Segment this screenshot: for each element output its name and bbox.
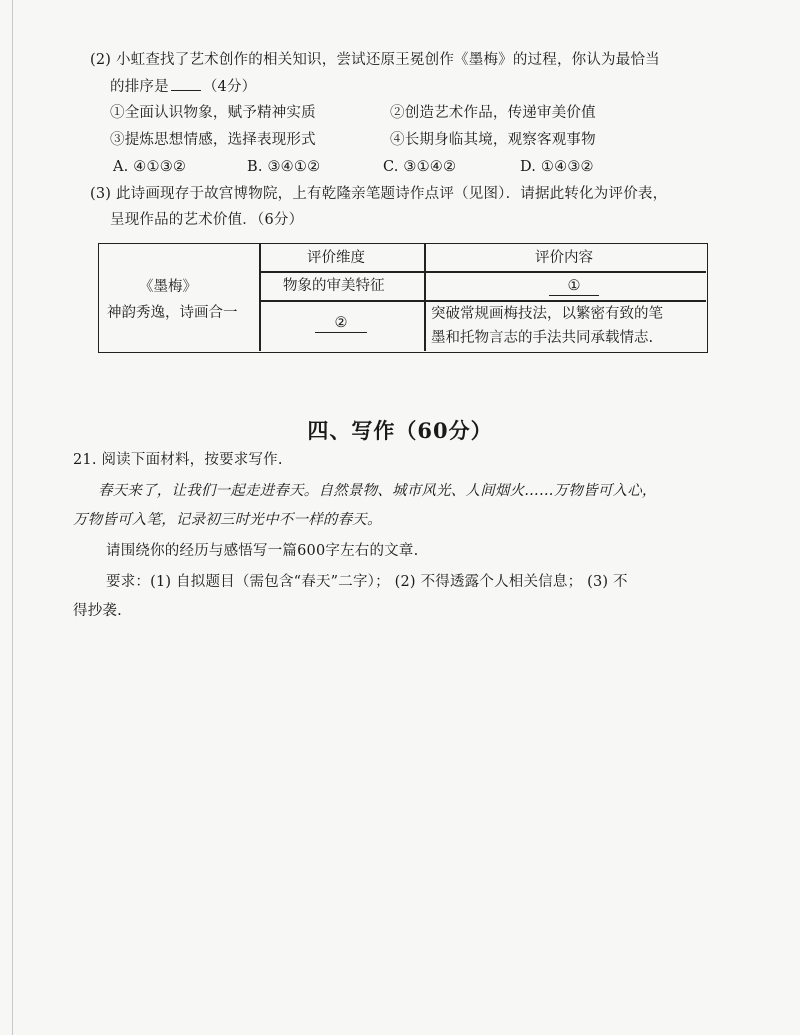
table-header-content: 评价内容 bbox=[535, 250, 593, 266]
q2-line1: (2) 小虹查找了艺术创作的相关知识，尝试还原王冕创作《墨梅》的过程，你认为最恰当 bbox=[90, 52, 660, 68]
q2-line2 bbox=[110, 76, 256, 97]
q21-material-line2: 万物皆可入笔，记录初三时光中不一样的春天。 bbox=[73, 512, 382, 528]
q2-line2-suffix: （4分） bbox=[202, 79, 257, 95]
q2-item-3: ③提炼思想情感，选择表现形式 bbox=[110, 132, 316, 148]
q2-line2-prefix: 的排序是 bbox=[110, 79, 169, 95]
section-title-writing: 四、写作（60分） bbox=[307, 418, 493, 443]
q3-line2: 呈现作品的艺术价值．（6分） bbox=[110, 212, 304, 228]
q2-option-c: C. ③①④② bbox=[383, 159, 457, 175]
table-row2-answer-blank: ② bbox=[315, 314, 367, 333]
q2-option-d: D. ①④③② bbox=[520, 159, 594, 175]
q21-instruction: 请围绕你的经历与感悟写一篇600字左右的文章. bbox=[106, 543, 419, 559]
page-edge-rule bbox=[12, 0, 13, 1035]
table-vdivider-1 bbox=[259, 244, 261, 351]
table-hdivider-2 bbox=[259, 300, 706, 302]
q3-line1: (3) 此诗画现存于故宫博物院，上有乾隆亲笔题诗作点评（见图）．请据此转化为评价表， bbox=[90, 186, 668, 202]
table-artwork-summary: 神韵秀逸，诗画合一 bbox=[107, 305, 238, 321]
table-row1-dimension: 物象的审美特征 bbox=[283, 278, 385, 294]
answer-blank bbox=[171, 76, 201, 91]
q2-item-2: ②创造艺术作品，传递审美价值 bbox=[390, 105, 596, 121]
q2-option-b: B. ③④①② bbox=[247, 159, 321, 175]
table-artwork-title: 《墨梅》 bbox=[139, 279, 197, 295]
table-hdivider-1 bbox=[259, 271, 706, 273]
q21-requirements-line1: 要求：(1) 自拟题目（需包含“春天”二字）； (2) 不得透露个人相关信息； (3) 不 bbox=[106, 574, 628, 590]
table-row2-content-line1: 突破常规画梅技法，以繁密有致的笔 bbox=[431, 306, 663, 322]
q21-heading: 21. 阅读下面材料，按要求写作. bbox=[73, 452, 283, 468]
table-vdivider-2 bbox=[424, 244, 426, 351]
q2-option-a: A. ④①③② bbox=[113, 159, 187, 175]
q2-item-1: ①全面认识物象，赋予精神实质 bbox=[110, 105, 316, 121]
q2-item-4: ④长期身临其境，观察客观事物 bbox=[390, 132, 596, 148]
q21-requirements-line2: 得抄袭. bbox=[73, 603, 122, 619]
table-row1-answer-blank: ① bbox=[549, 277, 599, 296]
table-header-dimension: 评价维度 bbox=[307, 250, 365, 266]
evaluation-table bbox=[98, 243, 708, 353]
q21-material-line1: 春天来了，让我们一起走进春天。自然景物、城市风光、人间烟火……万物皆可入心， bbox=[98, 483, 657, 499]
table-row2-content-line2: 墨和托物言志的手法共同承载情志. bbox=[431, 330, 654, 346]
